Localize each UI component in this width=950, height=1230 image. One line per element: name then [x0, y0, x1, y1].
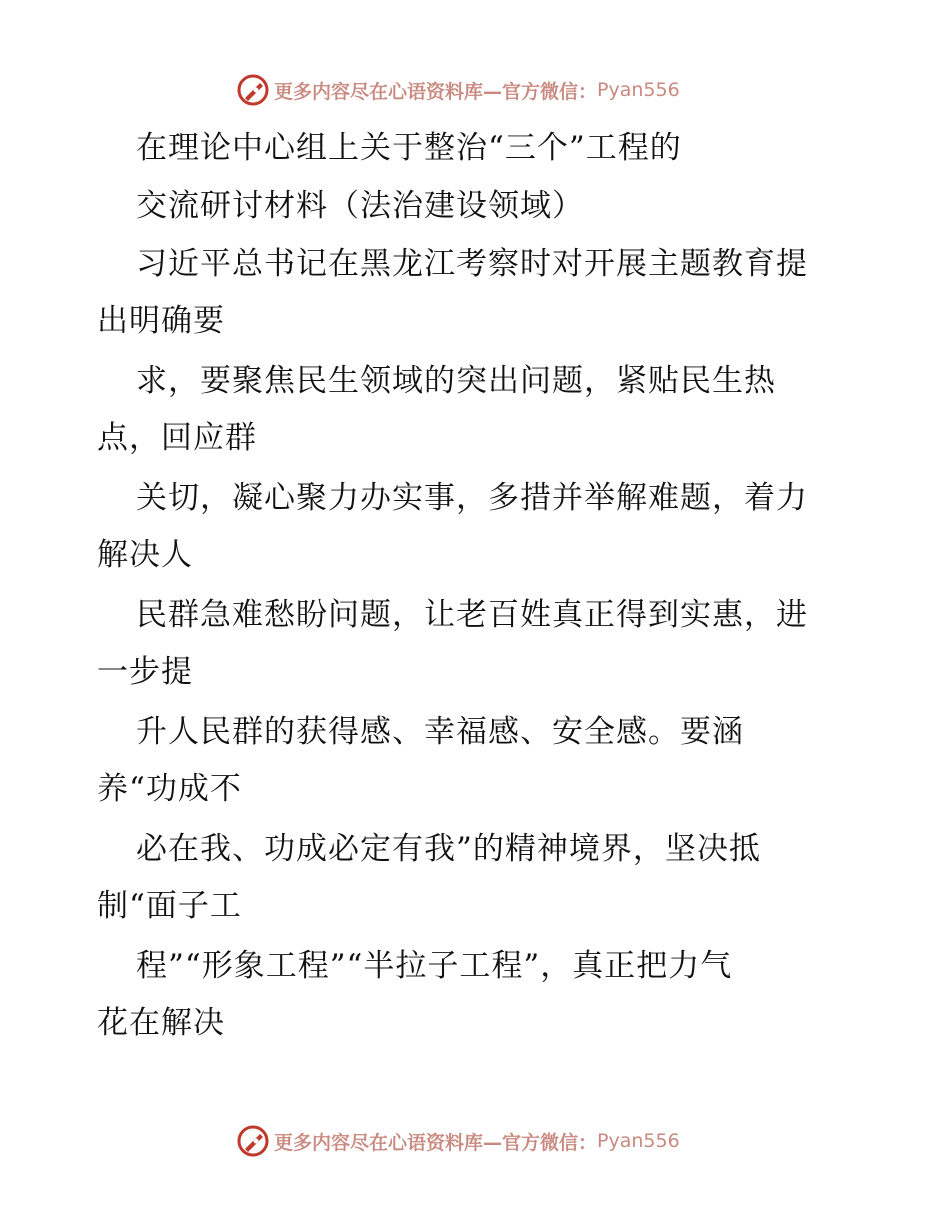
paragraph-line: 一步提	[97, 654, 193, 690]
header-brand-text: 更多内容尽在心语资料库—官方微信：	[274, 80, 598, 103]
paragraph-line: 出明确要	[97, 303, 225, 339]
footer-wechat-account: Pyan556	[597, 1130, 680, 1152]
title-line-1: 在理论中心组上关于整治“三个”工程的	[136, 130, 682, 166]
pen-circle-logo-icon	[236, 1124, 270, 1158]
footer-brand-text: 更多内容尽在心语资料库—官方微信：	[274, 1131, 598, 1154]
paragraph-line: 解决人	[97, 537, 193, 573]
paragraph-line: 关切，凝心聚力办实事，多措并举解难题，着力	[136, 480, 808, 516]
paragraph-line: 习近平总书记在黑龙江考察时对开展主题教育提	[136, 246, 808, 282]
paragraph-line: 花在解决	[97, 1005, 225, 1041]
paragraph-line: 求，要聚焦民生领域的突出问题，紧贴民生热	[136, 363, 776, 399]
footer-banner	[236, 1124, 680, 1158]
title-line-2: 交流研讨材料（法治建设领域）	[136, 188, 584, 224]
paragraph-line: 民群急难愁盼问题，让老百姓真正得到实惠，进	[136, 597, 808, 633]
paragraph-line: 程”“形象工程”“半拉子工程”，真正把力气	[136, 948, 733, 984]
paragraph-line: 必在我、功成必定有我”的精神境界，坚决抵	[136, 831, 761, 867]
paragraph-line: 升人民群的获得感、幸福感、安全感。要涵	[136, 714, 744, 750]
header-wechat-account: Pyan556	[597, 79, 680, 101]
paragraph-line: 养“功成不	[97, 771, 242, 807]
paragraph-line: 制“面子工	[97, 888, 242, 924]
paragraph-line: 点，回应群	[97, 420, 257, 456]
